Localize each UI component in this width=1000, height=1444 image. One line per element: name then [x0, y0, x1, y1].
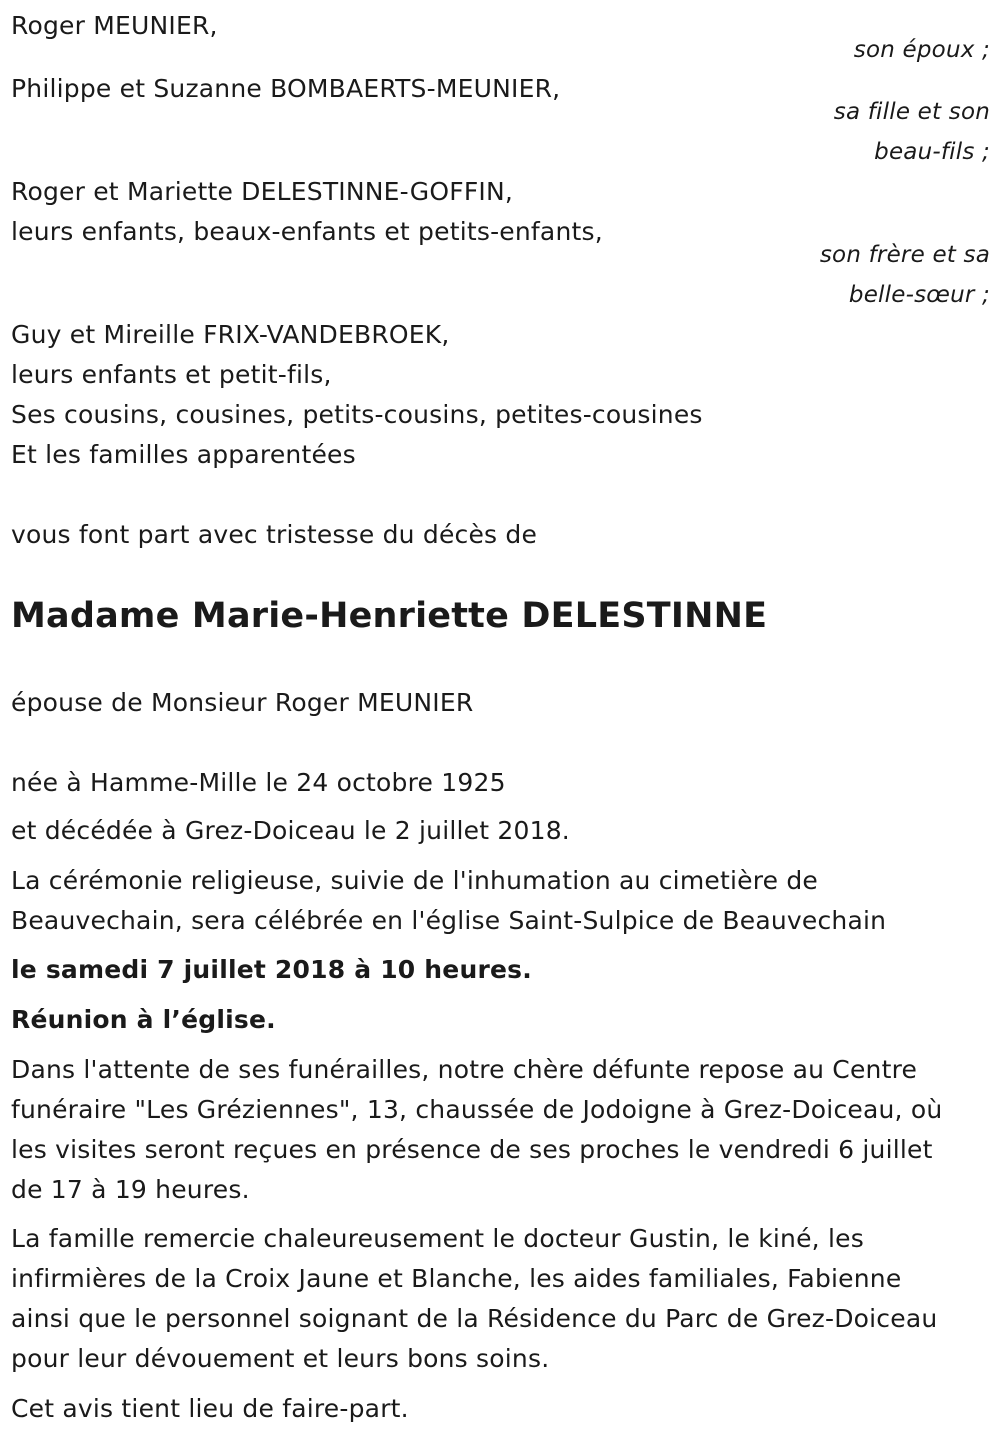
role-brother-1: son frère et sa — [819, 242, 990, 268]
family-line-roger-mariette: Roger et Mariette DELESTINNE-GOFFIN, — [11, 177, 514, 206]
role-daughter-2: beau-fils ; — [874, 139, 990, 165]
role-brother-2: belle-sœur ; — [848, 282, 990, 308]
role-daughter-1: sa fille et son — [833, 99, 990, 125]
thanks-line-1: La famille remercie chaleureusement le docteur Gustin, le kiné, les — [11, 1224, 864, 1253]
death-text: et décédée à Grez-Doiceau le 2 juillet 2018. — [11, 816, 570, 845]
family-line-cousins: Ses cousins, cousines, petits-cousins, petites-cousines — [11, 400, 703, 429]
ceremony-line-1: La cérémonie religieuse, suivie de l'inhumation au cimetière de — [11, 866, 818, 895]
visits-line-3: les visites seront reçues en présence de ses proches le vendredi 6 juillet — [11, 1135, 933, 1164]
visits-line-1: Dans l'attente de ses funérailles, notre chère défunte repose au Centre — [11, 1055, 918, 1084]
family-line-philippe: Philippe et Suzanne BOMBAERTS-MEUNIER, — [11, 74, 561, 103]
visits-line-2: funéraire "Les Gréziennes", 13, chaussée de Jodoigne à Grez-Doiceau, où — [11, 1095, 943, 1124]
family-line-children-2: leurs enfants et petit-fils, — [11, 360, 332, 389]
ceremony-date: le samedi 7 juillet 2018 à 10 heures. — [11, 955, 532, 984]
ceremony-line-2: Beauvechain, sera célébrée en l'église Saint-Sulpice de Beauvechain — [11, 906, 887, 935]
thanks-line-3: ainsi que le personnel soignant de la Résidence du Parc de Grez-Doiceau — [11, 1304, 938, 1333]
role-spouse: son époux ; — [853, 37, 990, 63]
meeting-text: Réunion à l’église. — [11, 1005, 276, 1034]
family-line-children-1: leurs enfants, beaux-enfants et petits-enfants, — [11, 217, 603, 246]
birth-text: née à Hamme-Mille le 24 octobre 1925 — [11, 768, 506, 797]
family-line-relatives: Et les familles apparentées — [11, 440, 356, 469]
thanks-line-2: infirmières de la Croix Jaune et Blanche, les aides familiales, Fabienne — [11, 1264, 902, 1293]
deceased-name: Madame Marie-Henriette DELESTINNE — [11, 596, 768, 636]
visits-line-4: de 17 à 19 heures. — [11, 1175, 250, 1204]
spouse-text: épouse de Monsieur Roger MEUNIER — [11, 688, 474, 717]
family-line-guy: Guy et Mireille FRIX-VANDEBROEK, — [11, 320, 450, 349]
family-line-roger: Roger MEUNIER, — [11, 11, 218, 40]
closing-text: Cet avis tient lieu de faire-part. — [11, 1394, 409, 1423]
thanks-line-4: pour leur dévouement et leurs bons soins. — [11, 1344, 550, 1373]
announcement-text: vous font part avec tristesse du décès de — [11, 520, 538, 549]
